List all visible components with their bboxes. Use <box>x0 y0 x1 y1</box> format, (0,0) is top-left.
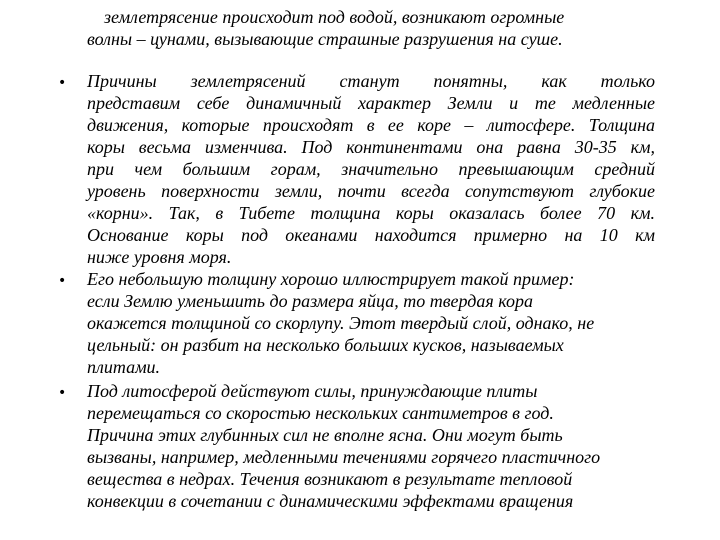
text-line: «корни». Так, в Тибете толщина коры оказалась более 70 км. <box>87 203 655 223</box>
text-line: волны – цунами, вызывающие страшные разрушения на суше. <box>87 29 563 49</box>
text-line: если Землю уменьшить до размера яйца, то твердая кора <box>87 291 534 311</box>
text-line: представим себе динамичный характер Земли и те медленные <box>87 93 655 113</box>
text-line: Под литосферой действуют силы, принуждающие плиты <box>87 381 538 401</box>
bullet-marker: • <box>58 273 67 289</box>
text-line: ниже уровня моря. <box>87 247 232 267</box>
bullet-marker: • <box>58 75 67 91</box>
text-line: уровень поверхности земли, почти всегда сопутствуют глубокие <box>87 181 655 201</box>
text-line: вещества в недрах. Течения возникают в результате тепловой <box>87 469 573 489</box>
text-line: Его небольшую толщину хорошо иллюстрирует такой пример: <box>87 269 575 289</box>
text-line: цельный: он разбит на несколько больших кусков, называемых <box>87 335 564 355</box>
text-line: при чем большим горам, значительно превышающим средний <box>87 159 655 179</box>
text-line: перемещаться со скоростью нескольких сантиметров в год. <box>87 403 554 423</box>
text-line: коры весьма изменчива. Под континентами она равна 30-35 км, <box>87 137 655 157</box>
text-line: вызваны, например, медленными течениями горячего пластичного <box>87 447 601 467</box>
text-line: Причины землетрясений станут понятны, как только <box>87 71 655 91</box>
text-line: движения, которые происходят в ее коре – литосфере. Толщина <box>87 115 655 135</box>
text-line: окажется толщиной со скорлупу. Этот твердый слой, однако, не <box>87 313 595 333</box>
text-line: плитами. <box>87 357 161 377</box>
text-line: Основание коры под океанами находится примерно на 10 км <box>87 225 655 245</box>
bullet-marker: • <box>58 385 67 401</box>
text-line: Причина этих глубинных сил не вполне ясна. Они могут быть <box>87 425 563 445</box>
text-line: конвекции в сочетании с динамическими эффектами вращения <box>87 491 574 511</box>
text-line: землетрясение происходит под водой, возникают огромные <box>104 7 565 27</box>
